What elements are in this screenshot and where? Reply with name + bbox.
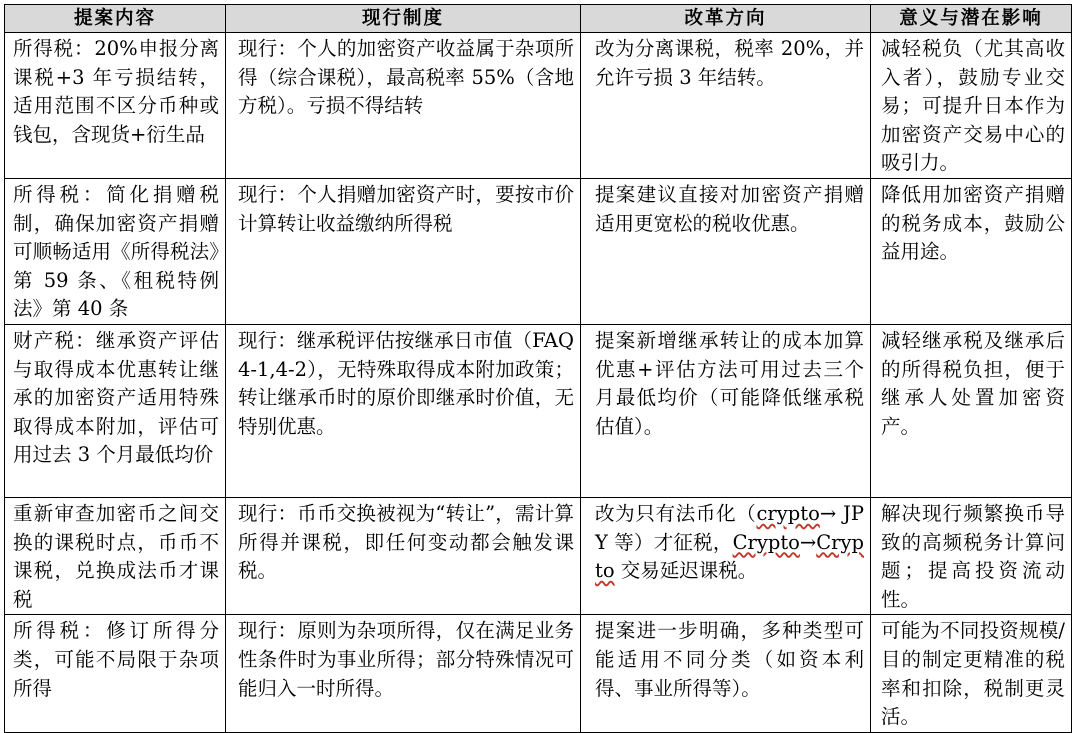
table-header: [5, 5, 1072, 33]
spellcheck-term: Crypto: [732, 530, 800, 554]
header-current-system: 现行制度: [226, 5, 581, 33]
header-row: [5, 5, 1072, 33]
cell-current-system: 现行：继承税评估按继承日市值（FAQ4-1,4-2），无特殊取得成本附加政策；转让继承币时的原价即继承时价值，无特别优惠。: [226, 324, 581, 497]
direction-text: →: [799, 530, 817, 554]
table-row: [5, 324, 1072, 497]
cell-current-system: 现行：币币交换被视为“转让”，需计算所得并课税，即任何变动都会触发课税。: [226, 497, 581, 614]
spellcheck-term: crypto: [756, 501, 820, 525]
header-proposal: 提案内容: [5, 5, 226, 33]
cell-proposal: 所得税：修订所得分类，可能不局限于杂项所得: [5, 615, 226, 732]
cell-current-system: 现行：原则为杂项所得，仅在满足业务性条件时为事业所得；部分特殊情况可能归入一时所得。: [226, 615, 581, 732]
cell-reform-direction: 改为分离课税，税率 20%，并允许亏损 3 年结转。: [581, 33, 871, 179]
cell-impact: 解决现行频繁换币导致的高频税务计算问题；提高投资流动性。: [871, 497, 1072, 614]
direction-text: 交易延迟课税。: [614, 559, 758, 583]
direction-text: 改为只有法币化（: [595, 501, 757, 525]
cell-impact: 减轻税负（尤其高收入者），鼓励专业交易；可提升日本作为加密资产交易中心的吸引力。: [871, 33, 1072, 179]
cell-current-system: 现行：个人的加密资产收益属于杂项所得（综合课税），最高税率 55%（含地方税）。亏损不得结转: [226, 33, 581, 179]
cell-impact: 降低用加密资产捐赠的税务成本，鼓励公益用途。: [871, 178, 1072, 324]
cell-impact: 减轻继承税及继承后的所得税负担，便于继承人处置加密资产。: [871, 324, 1072, 497]
table-row: [5, 178, 1072, 324]
table-row: [5, 497, 1072, 614]
cell-impact: 可能为不同投资规模/目的制定更精准的税率和扣除，税制更灵活。: [871, 615, 1072, 732]
direction-text: → JPY 等）才征税，: [595, 501, 864, 554]
tax-reform-table: [4, 4, 1072, 733]
cell-current-system: 现行：个人捐赠加密资产时，要按市价计算转让收益缴纳所得税: [226, 178, 581, 324]
cell-proposal: 财产税：继承资产评估与取得成本优惠转让继承的加密资产适用特殊取得成本附加，评估可用过去 3 个月最低均价: [5, 324, 226, 497]
header-impact: 意义与潜在影响: [871, 5, 1072, 33]
cell-proposal: 重新审查加密币之间交换的课税时点，币币不课税，兑换成法币才课税: [5, 497, 226, 614]
table-body: [5, 33, 1072, 733]
spellcheck-term: Crypto: [595, 530, 864, 583]
header-reform-direction: 改革方向: [581, 5, 871, 33]
table-row: [5, 33, 1072, 179]
cell-proposal: 所得税：20%申报分离课税+3 年亏损结转，适用范围不区分币种或钱包，含现货+衍生品: [5, 33, 226, 179]
cell-proposal: 所得税：简化捐赠税制，确保加密资产捐赠可顺畅适用《所得税法》第 59 条、《租税特例法》第 40 条: [5, 178, 226, 324]
cell-reform-direction: 提案建议直接对加密资产捐赠适用更宽松的税收优惠。: [581, 178, 871, 324]
cell-reform-direction: 提案新增继承转让的成本加算优惠+评估方法可用过去三个月最低均价（可能降低继承税估值）。: [581, 324, 871, 497]
cell-reform-direction: 提案进一步明确，多种类型可能适用不同分类（如资本利得、事业所得等）。: [581, 615, 871, 732]
cell-reform-direction: [581, 497, 871, 614]
table-row: [5, 615, 1072, 732]
